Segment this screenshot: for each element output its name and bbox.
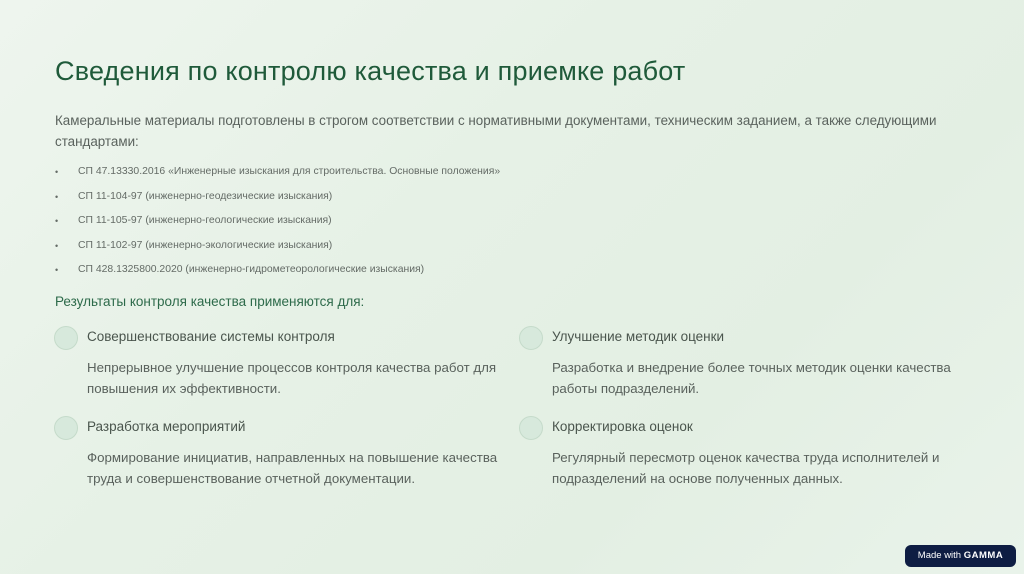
card-description: Формирование инициатив, направленных на повышение качества труда и совершенствование отчетной документации.: [87, 450, 498, 486]
circle-icon: [54, 326, 78, 350]
card-title: Улучшение методик оценки: [552, 329, 725, 344]
list-item: • СП 11-102-97 (инженерно-экологические изыскания): [55, 238, 500, 263]
list-item: • СП 428.1325800.2020 (инженерно-гидрометеорологические изыскания): [55, 262, 500, 287]
intro-paragraph: Камеральные материалы подготовлены в строгом соответствии с нормативными документами, техническим заданием, а также следующими стандартами:: [55, 113, 937, 149]
circle-icon: [519, 416, 543, 440]
card-title: Разработка мероприятий: [87, 419, 246, 434]
page-title: Сведения по контролю качества и приемке работ: [55, 56, 686, 86]
made-with-gamma-badge[interactable]: [905, 545, 1016, 567]
list-item: • СП 47.13330.2016 «Инженерные изыскания для строительства. Основные положения»: [55, 164, 500, 189]
standards-list: [55, 164, 500, 287]
circle-icon: [519, 326, 543, 350]
card-title: Совершенствование системы контроля: [87, 329, 335, 344]
gamma-logo: GAMMA: [963, 550, 1004, 561]
card-description: Регулярный пересмотр оценок качества труда исполнителей и подразделений на основе полученных данных.: [552, 450, 940, 486]
results-heading: Результаты контроля качества применяются для:: [55, 294, 365, 309]
list-item: • СП 11-104-97 (инженерно-геодезические изыскания): [55, 189, 500, 214]
circle-icon: [54, 416, 78, 440]
list-item: • СП 11-105-97 (инженерно-геологические изыскания): [55, 213, 500, 238]
card-description: Разработка и внедрение более точных методик оценки качества работы подразделений.: [552, 360, 951, 396]
badge-prefix: Made with: [917, 550, 962, 561]
card-title: Корректировка оценок: [552, 419, 693, 434]
card-description: Непрерывное улучшение процессов контроля качества работ для повышения их эффективности.: [87, 360, 497, 396]
